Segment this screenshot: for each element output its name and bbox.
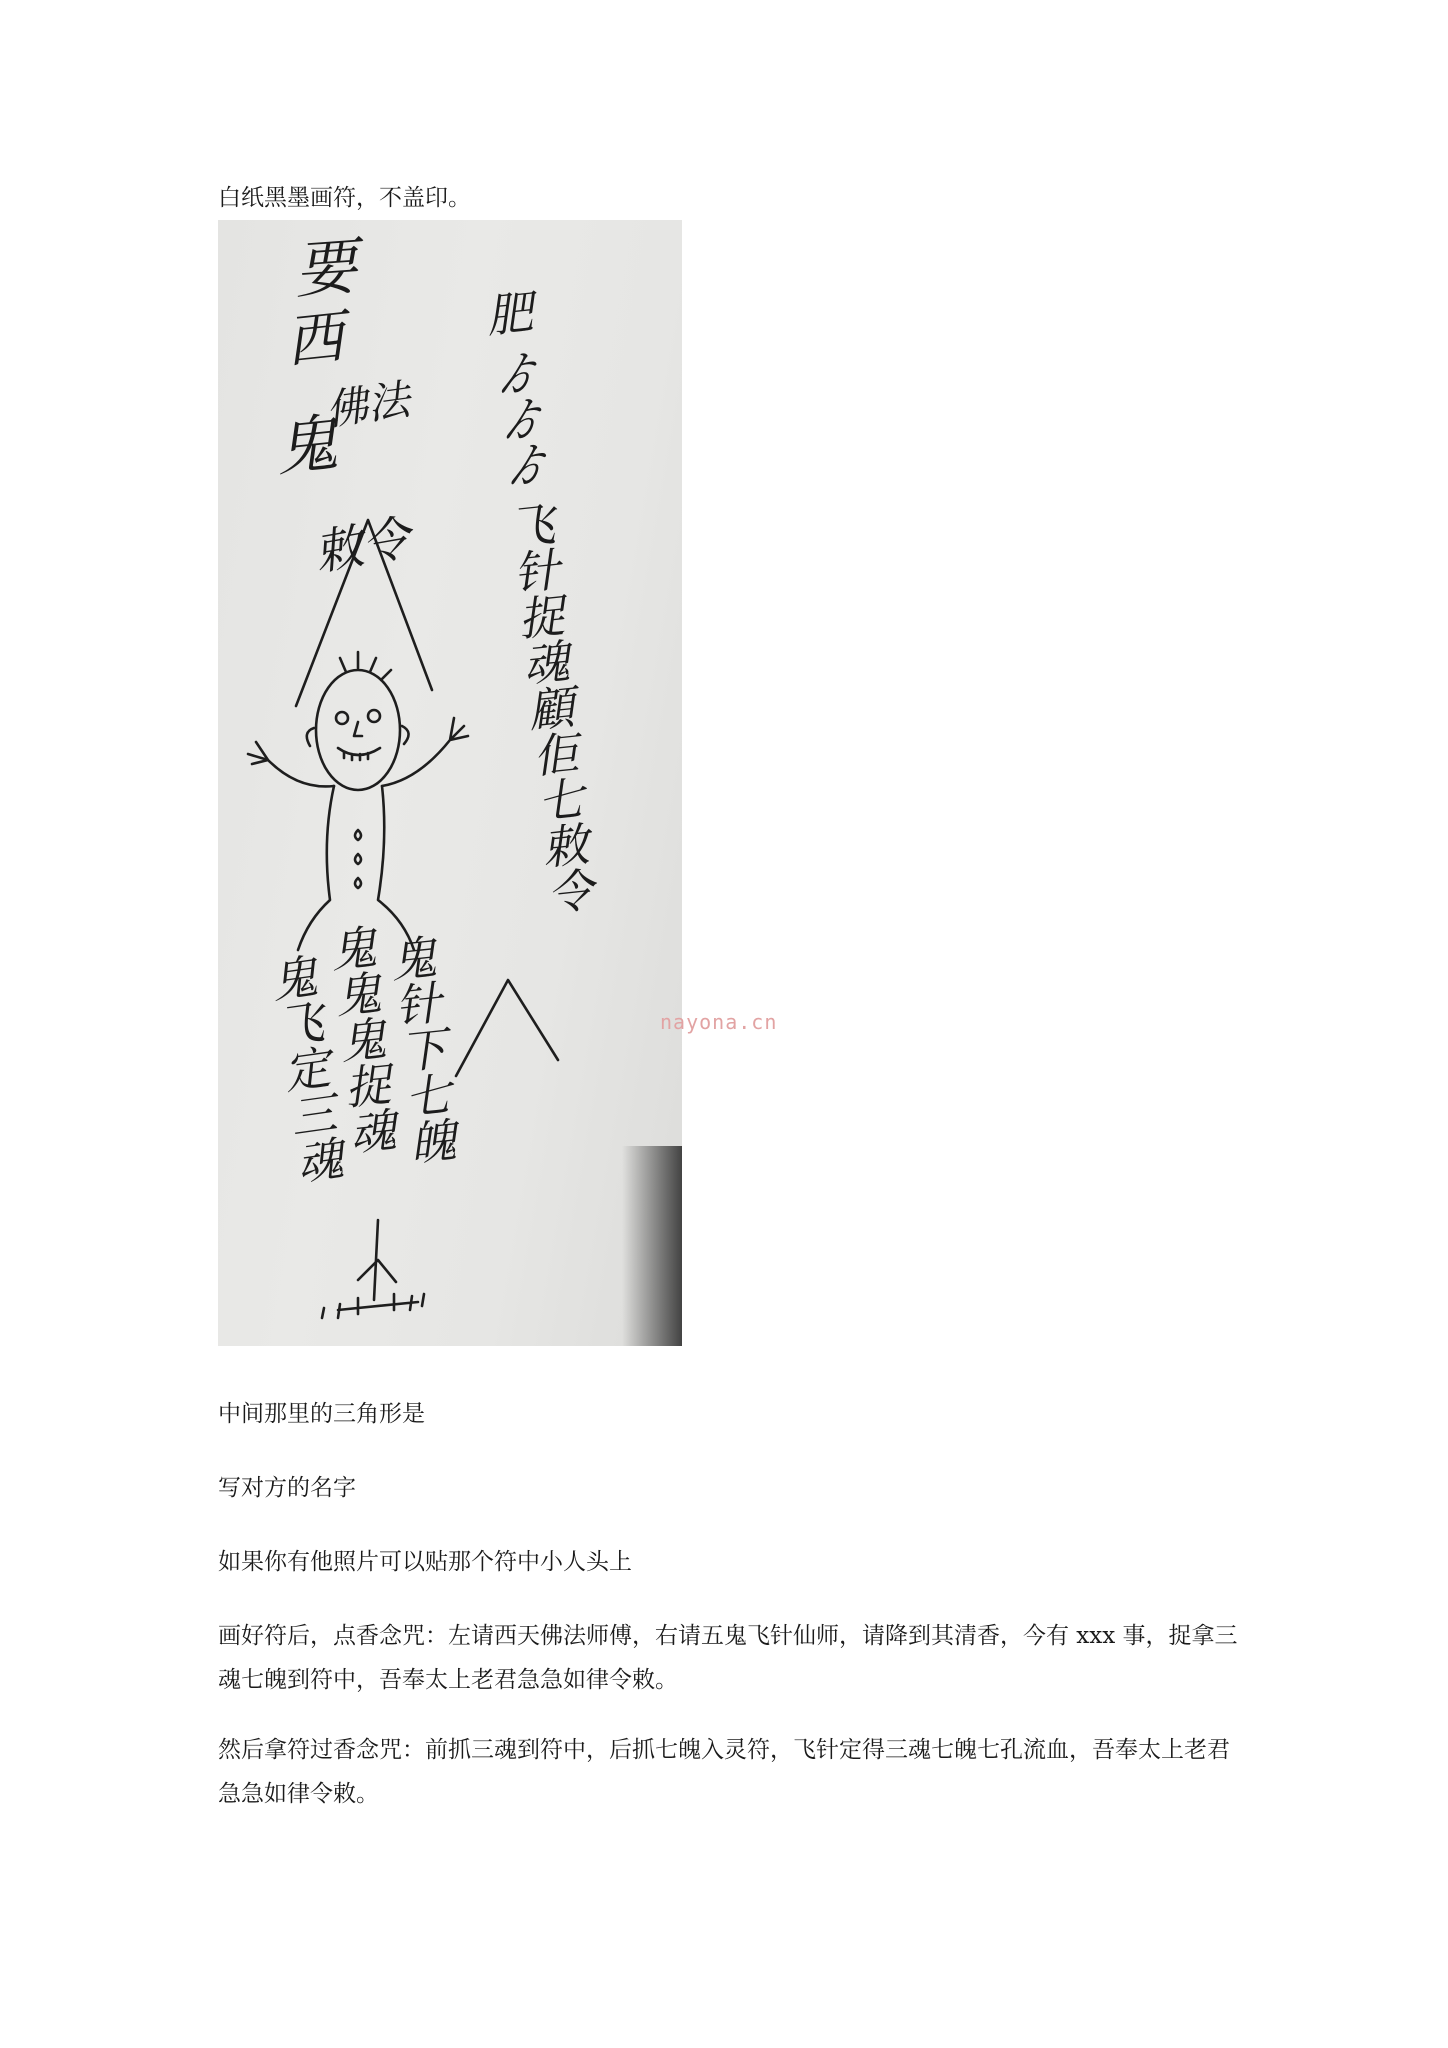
- talisman-roots: [322, 1220, 424, 1318]
- glyph-top-left-a: 要: [291, 229, 359, 307]
- intro-paragraph: 白纸黑墨画符，不盖印。: [218, 185, 471, 211]
- photo-note: 如果你有他照片可以贴那个符中小人头上: [218, 1549, 632, 1575]
- glyph-lower-left: 鬼飞定三魂: [261, 951, 347, 1187]
- glyph-right-column: 肥 ゟゟゟ 飞针捉魂顧佢七敕令: [477, 287, 597, 917]
- watermark-text: nayona.cn: [660, 1010, 778, 1034]
- triangle-note: 中间那里的三角形是: [218, 1401, 425, 1427]
- chant-paragraph-1: 画好符后，点香念咒：左请西天佛法师傅，右请五鬼飞针仙师，请降到其清香，今有 xxx 事，捉拿三魂七魄到符中，吾奉太上老君急急如律令敕。: [218, 1623, 1238, 1693]
- figure-left-arm: [248, 742, 334, 786]
- glyph-top-left-b: 西: [282, 302, 348, 376]
- talisman-drawing: [218, 220, 682, 1346]
- figure-eye-left: [336, 712, 348, 724]
- figure-body-marks: [355, 830, 361, 888]
- glyph-top-left-d: 鬼: [271, 405, 342, 485]
- figure-mouth: [338, 748, 380, 760]
- figure-nose: [354, 722, 362, 736]
- figure-hair: [340, 652, 391, 680]
- chant-paragraph-2: 然后拿符过香念咒：前抓三魂到符中，后抓七魄入灵符，飞针定得三魂七魄七孔流血，吾奉太上老君急急如律令敕。: [218, 1737, 1230, 1807]
- figure-eye-right: [368, 710, 380, 722]
- glyph-lower-right: 鬼针下七魄: [381, 932, 459, 1167]
- name-note: 写对方的名字: [218, 1475, 356, 1501]
- figure-right-arm: [382, 718, 468, 786]
- photo-shadow: [622, 1146, 682, 1346]
- figure-head: [316, 670, 400, 790]
- right-triangle: [456, 980, 558, 1076]
- talisman-photo: [218, 220, 682, 1346]
- glyph-top-left-e: 敕令: [310, 509, 415, 582]
- glyph-top-left-c: 佛法: [322, 374, 413, 435]
- glyph-lower-mid: 鬼鬼鬼捉魂: [321, 922, 399, 1157]
